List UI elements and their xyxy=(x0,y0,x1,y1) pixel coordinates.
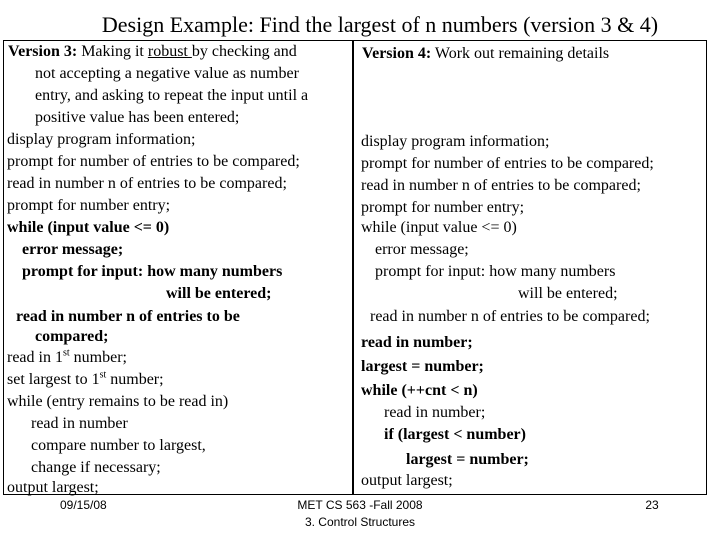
code-text: number; xyxy=(106,371,164,388)
superscript: st xyxy=(99,369,107,381)
footer-date: 09/15/08 xyxy=(60,498,107,512)
code-line: prompt for number entry; xyxy=(361,199,525,216)
code-line-bold: while (input value <= 0) xyxy=(7,219,170,236)
code-keyword: largest xyxy=(406,451,453,468)
code-line-bold: compared; xyxy=(35,328,109,345)
version-4-heading xyxy=(362,44,609,64)
code-line xyxy=(361,381,478,401)
version-3-text-1: Making it xyxy=(77,43,148,60)
code-line: output largest; xyxy=(7,479,99,496)
version-4-label: Version 4: xyxy=(362,45,432,62)
code-line: display program information; xyxy=(361,133,550,150)
version-3-desc-line-3: entry, and asking to repeat the input until a xyxy=(35,87,309,104)
code-line: change if necessary; xyxy=(31,459,161,476)
version-4-text: Work out remaining details xyxy=(431,45,610,62)
version-3-desc-line-4: positive value has been entered; xyxy=(35,109,240,126)
code-line: error message; xyxy=(375,241,469,258)
version-3-heading xyxy=(8,42,297,62)
footer-chapter: 3. Control Structures xyxy=(304,515,416,529)
code-line: prompt for number entry; xyxy=(7,197,171,214)
code-text: = number; xyxy=(452,451,529,468)
code-text: = number; xyxy=(407,358,484,375)
code-text: number; xyxy=(69,349,127,366)
code-line-bold: read in number; xyxy=(361,334,473,351)
code-line: will be entered; xyxy=(518,285,618,302)
slide-title: Design Example: Find the largest of n numbers (version 3 & 4) xyxy=(101,12,659,37)
code-line: prompt for input: how many numbers xyxy=(375,263,616,280)
code-line: prompt for number of entries to be compared; xyxy=(361,155,654,172)
code-text: (++cnt < n) xyxy=(397,382,478,399)
code-line xyxy=(384,425,526,445)
version-4-panel xyxy=(353,40,707,495)
footer-course: MET CS 563 -Fall 2008 xyxy=(297,498,423,512)
code-text: read in 1 xyxy=(7,349,63,366)
code-line xyxy=(406,450,529,470)
code-line: read in number n of entries to be compared; xyxy=(361,177,641,194)
code-line: while (input value <= 0) xyxy=(361,219,517,236)
code-line: compare number to largest, xyxy=(31,437,206,454)
code-line: display program information; xyxy=(7,131,196,148)
version-3-robust: robust xyxy=(147,43,192,60)
code-text: set largest to 1 xyxy=(7,371,100,388)
code-line xyxy=(361,357,484,377)
code-keyword: while xyxy=(361,382,398,399)
version-3-desc-line-2: not accepting a negative value as number xyxy=(35,65,299,82)
code-line-bold: error message; xyxy=(22,241,124,258)
code-line: prompt for number of entries to be compared; xyxy=(7,153,300,170)
superscript: st xyxy=(62,347,70,359)
code-line: while (entry remains to be read in) xyxy=(7,393,229,410)
code-line-bold: read in number n of entries to be xyxy=(16,308,240,325)
version-3-label: Version 3: xyxy=(8,43,78,60)
code-keyword: largest xyxy=(361,358,408,375)
version-3-panel xyxy=(3,40,353,495)
code-line-bold: will be entered; xyxy=(166,285,272,302)
code-line xyxy=(7,348,127,368)
code-line: read in number; xyxy=(384,404,486,421)
code-keyword: if xyxy=(384,426,394,443)
code-line-bold: prompt for input: how many numbers xyxy=(22,263,283,280)
code-line: read in number n of entries to be compared; xyxy=(7,175,287,192)
code-line: read in number xyxy=(31,415,128,432)
footer-page-number: 23 xyxy=(645,498,659,512)
version-3-text-2: by checking and xyxy=(191,43,297,60)
code-text: (largest < number) xyxy=(393,426,526,443)
code-line: output largest; xyxy=(361,472,453,489)
code-line xyxy=(7,370,164,390)
code-line: read in number n of entries to be compared; xyxy=(370,308,650,325)
